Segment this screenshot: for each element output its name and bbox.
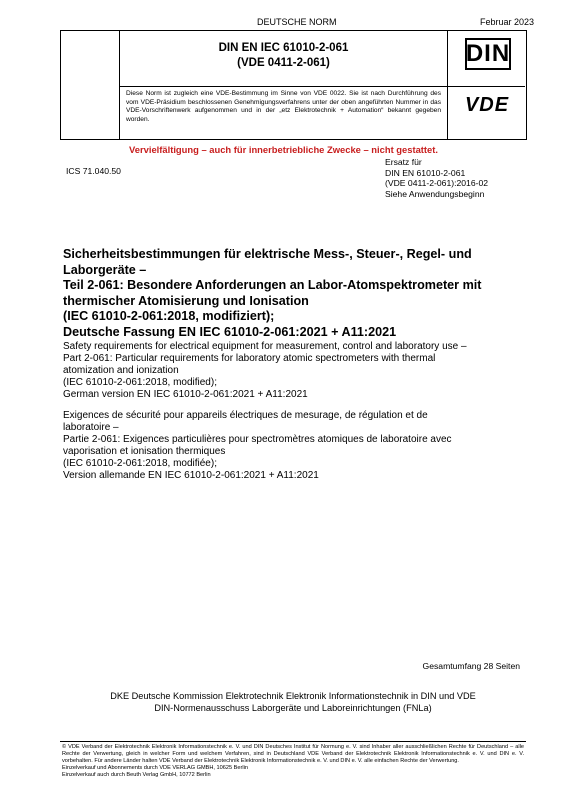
- title-line: Teil 2-061: Besondere Anforderungen an Labor-Atomspektrometer mit: [63, 278, 482, 293]
- title-french: [63, 410, 533, 483]
- title-line: atomization and ionization: [63, 365, 179, 377]
- footer: [62, 744, 524, 779]
- copy-warning: Vervielfältigung – auch für innerbetriebliche Zwecke – nicht gestattet.: [129, 144, 438, 155]
- din-logo: [465, 38, 511, 70]
- title-line: laboratoire –: [63, 422, 119, 434]
- publication-date: Februar 2023: [480, 17, 535, 27]
- standard-number-vde: (VDE 0411-2-061): [237, 57, 330, 69]
- title-line: vaporisation et ionisation thermiques: [63, 446, 226, 458]
- replacement-standard: DIN EN 61010-2-061: [385, 167, 466, 178]
- vde-note: Diese Norm ist zugleich eine VDE-Bestimmung im Sinne von VDE 0022. Sie ist nach Durchführung des vom VDE-Präsidium beschlossenen Genehmigungsverfahrens unter der oben angeführten Nummer in das VDE-Vorschriftenwerk aufgenommen und in der „etz Elektrotechnik + Automation“ bekannt gegeben worden.: [126, 90, 441, 123]
- title-line: German version EN IEC 61010-2-061:2021 + A11:2021: [63, 389, 308, 401]
- title-line: Deutsche Fassung EN IEC 61010-2-061:2021 + A11:2021: [63, 324, 397, 339]
- copyright-notice: © VDE Verband der Elektrotechnik Elektronik Informationstechnik e. V. und DIN Deutsches Institut für Normung e. V. sind Inhaber aller ausschließlichen Rechte für Deutschland – alle Rechte der Verwertung, gleich in welcher Form und welchem Verfahren, sind in Deutschland VDE Verband der Elektrotechnik Elektronik Informationstechnik e. V. und DIN e. V. vorbehalten. Für andere Länder halten VDE Verband der Elektrotechnik Elektronik Informationstechnik e. V. und DIN e. V. alle einfachen Rechte der Verwertung.: [62, 744, 524, 764]
- committee-din: DIN-Normenausschuss Laborgeräte und Laboreinrichtungen (FNLa): [154, 703, 432, 713]
- ics-code: ICS 71.040.50: [66, 166, 121, 176]
- document-type: DEUTSCHE NORM: [257, 17, 337, 27]
- replacement-vde: (VDE 0411-2-061):2016-02: [385, 178, 489, 188]
- footer-rule: [60, 741, 526, 742]
- title-line: Laborgeräte –: [63, 262, 147, 277]
- committee: [60, 690, 526, 714]
- replacement-info: [385, 157, 488, 199]
- committee-dke: DKE Deutsche Kommission Elektrotechnik Elektronik Informationstechnik in DIN und VDE: [110, 691, 476, 701]
- divider: [447, 30, 448, 139]
- title-line: Sicherheitsbestimmungen für elektrische Mess-, Steuer-, Regel- und: [63, 247, 472, 261]
- title-german: [63, 247, 523, 341]
- title-line: (IEC 61010-2-061:2018, modifiziert);: [63, 309, 275, 324]
- title-line: Partie 2-061: Exigences particulières pour spectromètres atomiques de laboratoire avec: [63, 434, 452, 446]
- din-logo-text: DIN: [465, 40, 511, 67]
- title-line: Part 2-061: Particular requirements for laboratory atomic spectrometers with thermal: [63, 353, 436, 365]
- standard-number: [120, 41, 447, 71]
- vde-logo: [455, 94, 519, 116]
- divider: [119, 86, 525, 87]
- title-line: (IEC 61010-2-061:2018, modified);: [63, 377, 217, 389]
- total-pages: Gesamtumfang 28 Seiten: [422, 661, 520, 671]
- title-line: thermischer Atomisierung und Ionisation: [63, 293, 309, 308]
- replacement-note: Siehe Anwendungsbeginn: [385, 188, 485, 199]
- sales-vde: Einzelverkauf und Abonnements durch VDE VERLAG GMBH, 10625 Berlin: [62, 765, 248, 771]
- title-line: Exigences de sécurité pour appareils électriques de mesurage, de régulation et de: [63, 410, 428, 421]
- title-line: Safety requirements for electrical equipment for measurement, control and laboratory use –: [63, 341, 467, 352]
- title-line: Version allemande EN IEC 61010-2-061:2021 + A11:2021: [63, 470, 319, 482]
- sales-beuth: Einzelverkauf auch durch Beuth Verlag GmbH, 10772 Berlin: [62, 772, 211, 778]
- standard-number-din: DIN EN IEC 61010-2-061: [218, 42, 349, 54]
- title-english: [63, 341, 533, 401]
- title-line: (IEC 61010-2-061:2018, modifiée);: [63, 458, 217, 470]
- replacement-label: Ersatz für: [385, 157, 422, 167]
- vde-logo-text: VDE: [464, 93, 510, 116]
